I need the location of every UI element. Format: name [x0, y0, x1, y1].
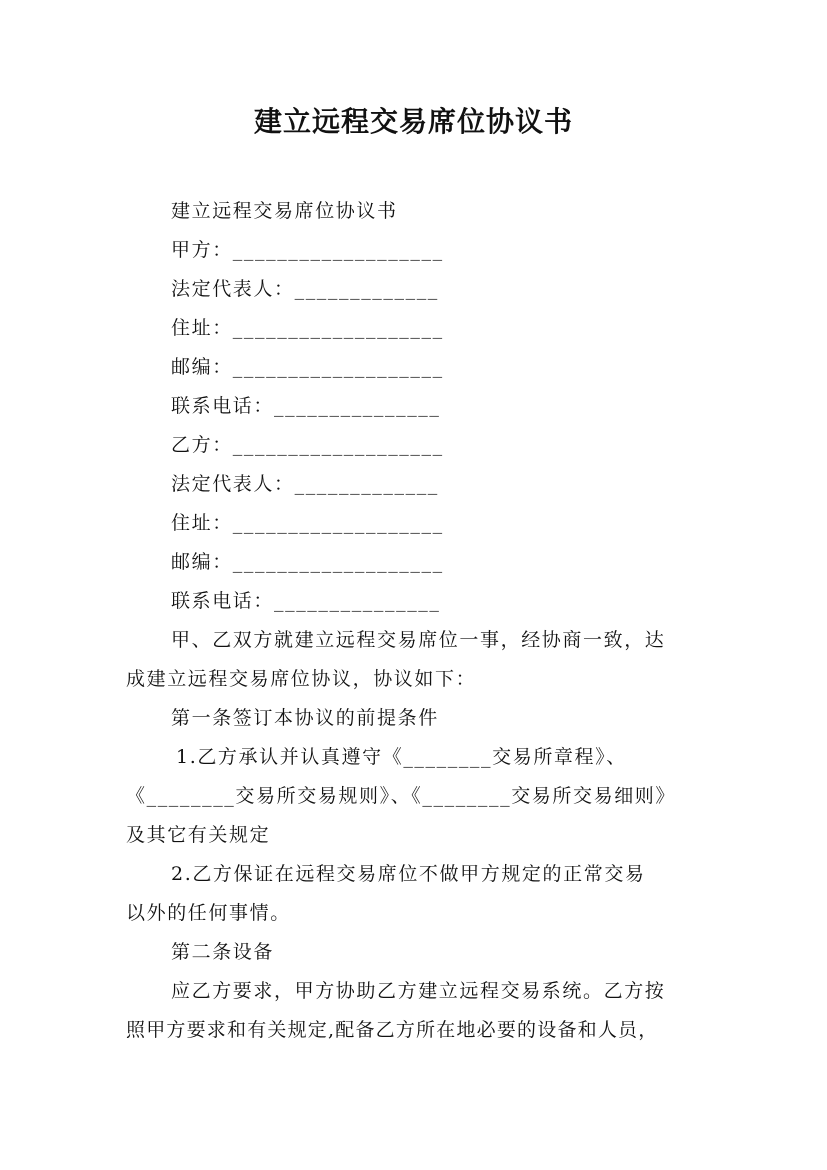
intro-paragraph [126, 621, 704, 699]
article-1-item-2-line-2: 以外的任何事情。 [126, 902, 291, 924]
party-b-name-field: 乙方：___________________ [171, 434, 444, 456]
document-subtitle: 建立远程交易席位协议书 [171, 200, 398, 222]
article-1-item-1-line-2: 《________交易所交易规则》、《________交易所交易细则》 [126, 785, 677, 807]
party-a-name-field: 甲方：___________________ [171, 239, 444, 261]
party-b-phone-field: 联系电话：_______________ [171, 590, 441, 612]
article-1-item-1 [126, 738, 704, 855]
party-a-rep-field: 法定代表人：_____________ [171, 278, 439, 300]
article-1-item-2-line-1: 2.乙方保证在远程交易席位不做甲方规定的正常交易 [171, 863, 646, 885]
intro-line-2: 成建立远程交易席位协议，协议如下： [126, 668, 477, 690]
party-a-postcode-field: 邮编：___________________ [171, 356, 444, 378]
party-a-phone-field: 联系电话：_______________ [171, 395, 441, 417]
party-b-postcode-field: 邮编：___________________ [171, 551, 444, 573]
article-2-paragraph [126, 972, 704, 1050]
article-2-heading: 第二条设备 [171, 941, 275, 963]
article-1-item-1-line-3: 及其它有关规定 [126, 824, 271, 846]
party-a-address-field: 住址：___________________ [171, 317, 444, 339]
party-b-rep-field: 法定代表人：_____________ [171, 473, 439, 495]
article-1-item-2 [126, 855, 704, 933]
article-1-heading: 第一条签订本协议的前提条件 [171, 707, 439, 729]
document-title: 建立远程交易席位协议书 [253, 105, 573, 138]
party-b-address-field: 住址：___________________ [171, 512, 444, 534]
article-2-line-1: 应乙方要求，甲方协助乙方建立远程交易系统。乙方按 [171, 980, 666, 1002]
intro-line-1: 甲、乙双方就建立远程交易席位一事，经协商一致，达 [171, 629, 666, 651]
document-body [126, 192, 704, 1050]
article-1-item-1-line-1: 1.乙方承认并认真遵守《________交易所章程》、 [176, 746, 627, 768]
article-2-line-2: 照甲方要求和有关规定,配备乙方所在地必要的设备和人员， [126, 1019, 659, 1041]
